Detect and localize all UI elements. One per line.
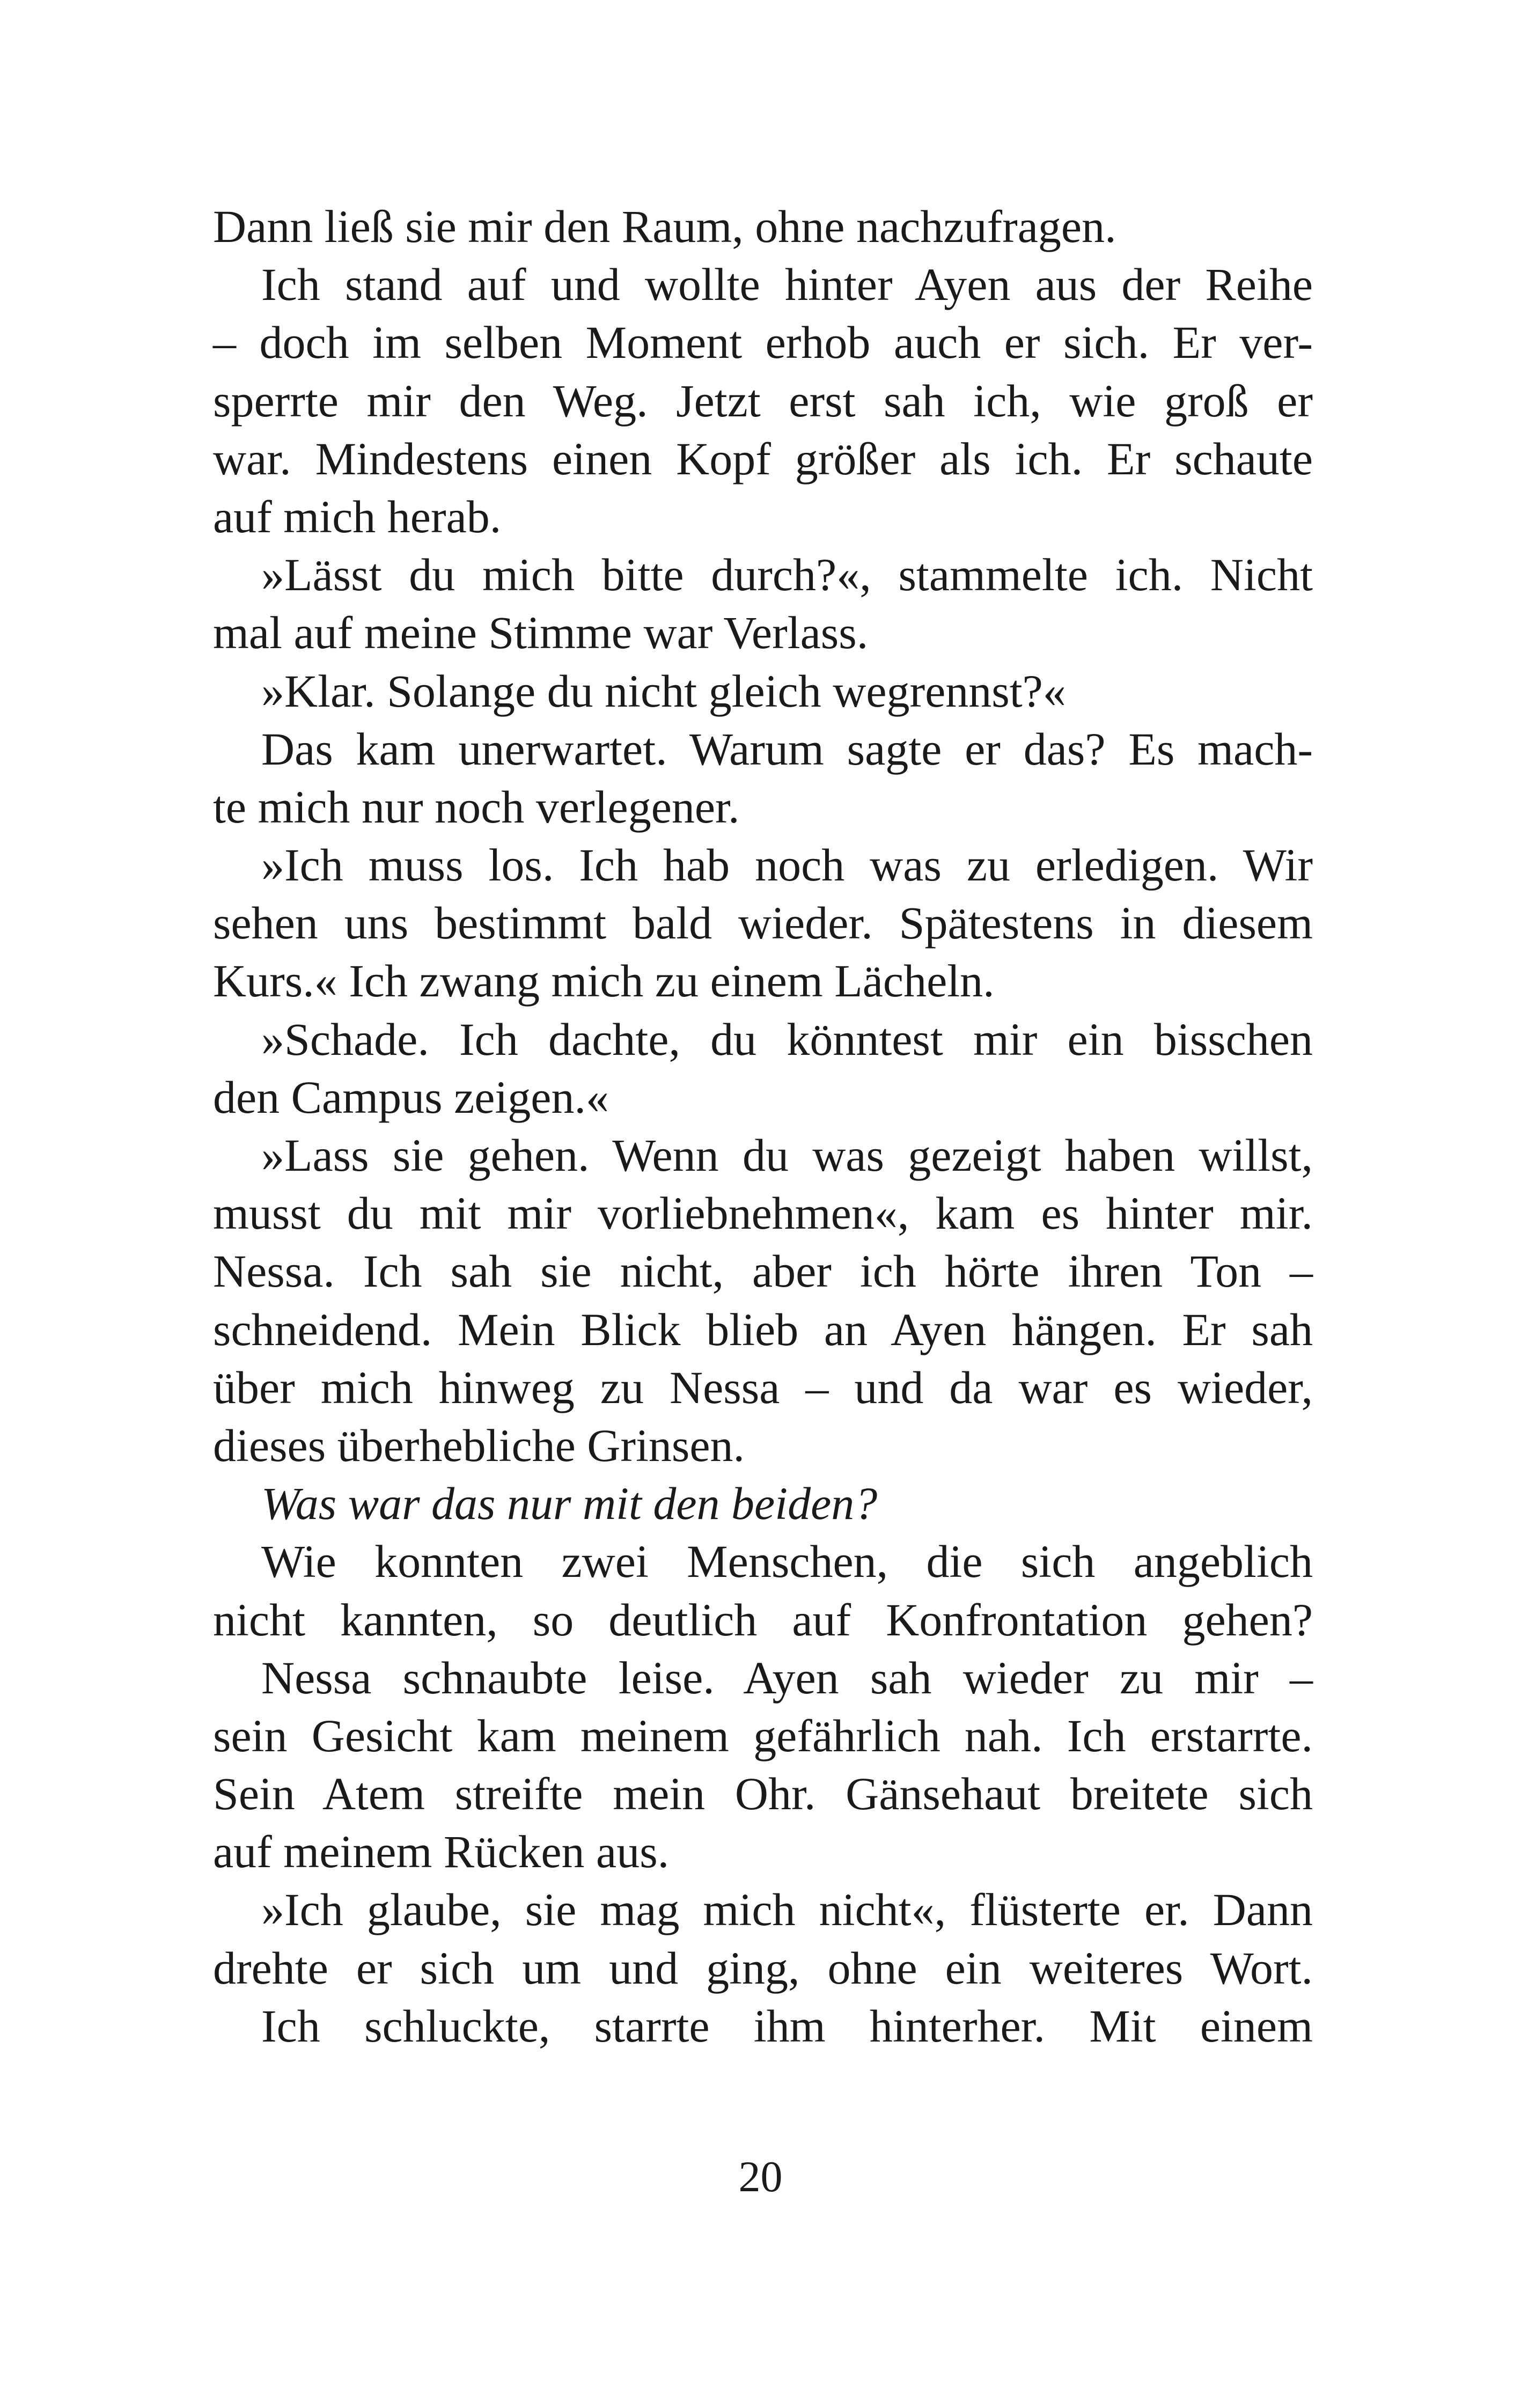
text-line: Nessa. Ich sah sie nicht, aber ich hörte ihren Ton – <box>213 1245 1313 1297</box>
italic-text-line: Was war das nur mit den beiden? <box>261 1478 878 1530</box>
text-line: sein Gesicht kam meinem gefährlich nah. Ich erstarrte. <box>213 1709 1313 1761</box>
text-line: Das kam unerwartet. Warum sagte er das? Es mach- <box>261 723 1313 775</box>
text-line: sperrte mir den Weg. Jetzt erst sah ich, wie groß er <box>213 375 1313 427</box>
text-line: te mich nur noch verlegener. <box>213 781 740 833</box>
text-line: auf meinem Rücken aus. <box>213 1826 670 1878</box>
text-line: »Klar. Solange du nicht gleich wegrennst?« <box>261 665 1066 717</box>
text-line: – doch im selben Moment erhob auch er sich. Er ver- <box>213 317 1313 369</box>
text-line: auf mich herab. <box>213 490 502 542</box>
text-line: den Campus zeigen.« <box>213 1071 609 1123</box>
text-line: sehen uns bestimmt bald wieder. Spätestens in diesem <box>213 897 1313 949</box>
text-line: Ich schluckte, starrte ihm hinterher. Mit einem <box>261 2000 1313 2052</box>
page-number: 20 <box>738 2152 783 2201</box>
body-text <box>213 197 1313 2055</box>
text-line: Nessa schnaubte leise. Ayen sah wieder zu mir – <box>261 1651 1313 1704</box>
text-line: Kurs.« Ich zwang mich zu einem Lächeln. <box>213 955 995 1007</box>
text-line: über mich hinweg zu Nessa – und da war es wieder, <box>213 1361 1313 1413</box>
text-line: »Lass sie gehen. Wenn du was gezeigt haben willst, <box>261 1129 1313 1181</box>
text-line: nicht kannten, so deutlich auf Konfrontation gehen? <box>213 1594 1313 1646</box>
text-line: Ich stand auf und wollte hinter Ayen aus der Reihe <box>261 259 1313 311</box>
text-line: mal auf meine Stimme war Verlass. <box>213 607 869 659</box>
text-line: schneidend. Mein Blick blieb an Ayen hängen. Er sah <box>213 1303 1313 1355</box>
text-line: »Ich glaube, sie mag mich nicht«, flüsterte er. Dann <box>261 1884 1313 1936</box>
text-line: »Schade. Ich dachte, du könntest mir ein bisschen <box>261 1013 1313 1065</box>
text-line: dieses überhebliche Grinsen. <box>213 1419 745 1471</box>
text-line: Wie konnten zwei Menschen, die sich angeblich <box>261 1536 1313 1588</box>
text-line: war. Mindestens einen Kopf größer als ich. Er schaute <box>213 432 1313 484</box>
text-line: musst du mit mir vorliebnehmen«, kam es hinter mir. <box>213 1187 1313 1239</box>
text-line: Sein Atem streifte mein Ohr. Gänsehaut breitete sich <box>213 1768 1313 1820</box>
text-line: drehte er sich um und ging, ohne ein weiteres Wort. <box>213 1942 1313 1994</box>
text-line: »Ich muss los. Ich hab noch was zu erledigen. Wir <box>261 839 1313 891</box>
text-line: Dann ließ sie mir den Raum, ohne nachzufragen. <box>213 201 1116 252</box>
text-line: »Lässt du mich bitte durch?«, stammelte ich. Nicht <box>261 549 1313 601</box>
